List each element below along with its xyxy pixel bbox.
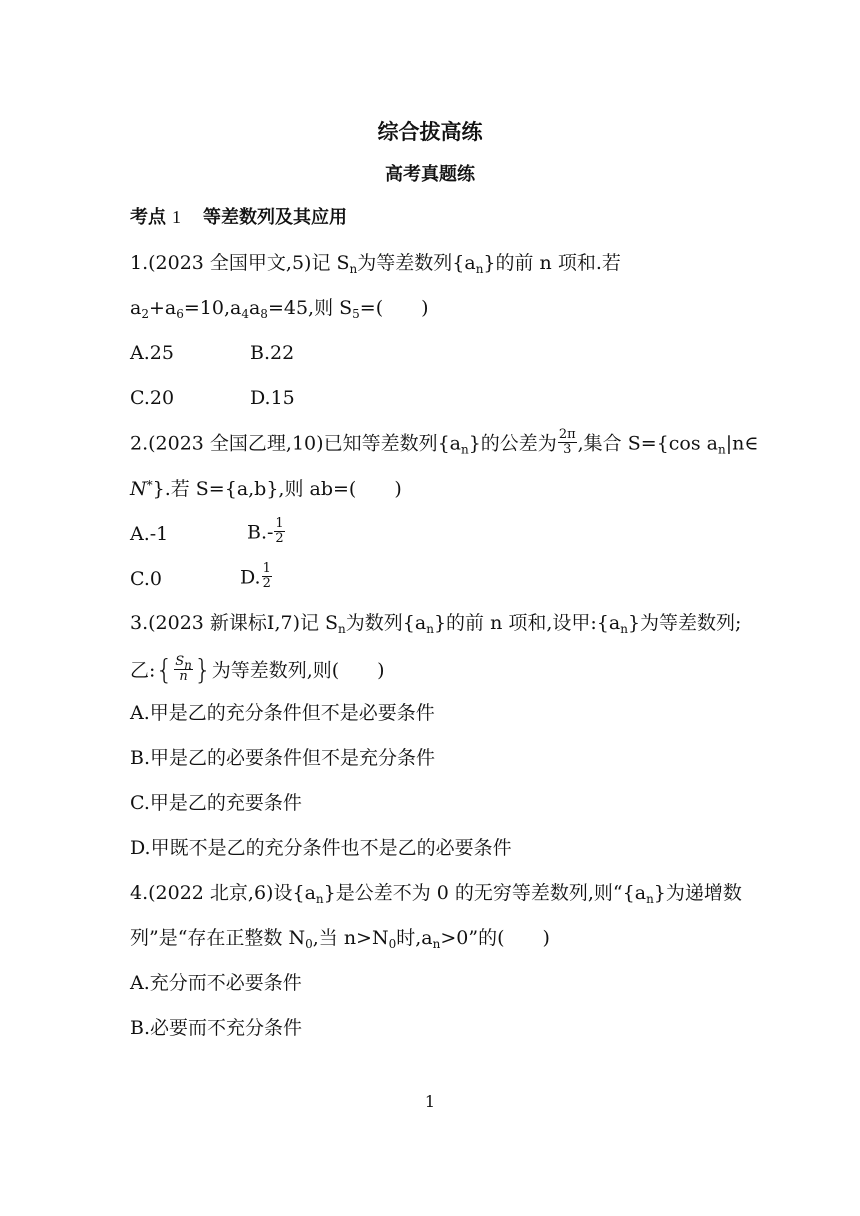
fraction <box>262 562 272 591</box>
text: 1.(2023 全国甲文,5)记 S <box>130 252 350 274</box>
question-3-line-1 <box>130 611 741 635</box>
text: }为等差数列; <box>627 612 742 634</box>
question-3-option-b: B.甲是乙的必要条件但不是充分条件 <box>130 747 436 769</box>
fraction <box>558 428 577 457</box>
subscript: n <box>432 937 441 951</box>
question-3-option-d: D.甲既不是乙的充分条件也不是乙的必要条件 <box>130 837 512 859</box>
page-title: 综合拔高练 <box>377 120 483 144</box>
fraction-numerator <box>174 655 193 670</box>
fraction-denominator: 2 <box>262 576 271 591</box>
question-4-option-b: B.必要而不充分条件 <box>130 1017 303 1039</box>
subscript: n <box>349 262 358 276</box>
subscript: 2 <box>141 307 149 321</box>
fraction-denominator: 3 <box>563 442 572 457</box>
text: D. <box>240 566 261 589</box>
question-2-option-c: C.0 <box>130 568 162 590</box>
text: }的前 n 项和,设甲:{a <box>433 612 621 634</box>
subscript: 6 <box>176 307 184 321</box>
text: ,当 n>N <box>312 927 389 949</box>
section-number: 1 <box>172 207 181 227</box>
subscript: 0 <box>305 937 313 951</box>
fraction-numerator: 2π <box>558 427 576 442</box>
text: }的公差为 <box>468 432 557 455</box>
text: S <box>175 654 185 669</box>
text: =( ) <box>359 297 429 319</box>
fraction-denominator: 2 <box>275 531 284 546</box>
text: 4.(2022 北京,6)设{a <box>130 882 316 904</box>
question-2-option-d <box>240 561 273 593</box>
question-3-option-a: A.甲是乙的充分条件但不是必要条件 <box>130 702 435 724</box>
text: 乙: <box>130 659 156 682</box>
page-number: 1 <box>424 1092 436 1111</box>
text: a <box>248 297 261 319</box>
text: 为等差数列,则( ) <box>211 659 385 682</box>
left-brace: { <box>155 652 174 686</box>
right-brace: } <box>193 652 212 686</box>
section-label: 考点 <box>130 207 166 228</box>
question-1-line-2 <box>130 296 429 320</box>
question-4-line-2 <box>130 926 550 950</box>
subscript: n <box>475 262 484 276</box>
question-1-option-a: A.25 <box>130 342 174 364</box>
question-2-option-a: A.-1 <box>130 523 169 545</box>
subscript: 8 <box>260 307 268 321</box>
subscript: n <box>646 892 654 906</box>
text: +a <box>148 297 177 319</box>
subscript: n <box>338 622 346 636</box>
fraction <box>274 517 284 546</box>
fraction <box>174 655 193 684</box>
subscript: n <box>717 442 726 457</box>
subscript: n <box>315 892 324 906</box>
text: =10,a <box>183 297 242 319</box>
subscript: n <box>184 658 192 672</box>
text: |n∈ <box>725 432 759 455</box>
fraction-numerator: 1 <box>275 516 284 531</box>
question-4-option-a: A.充分而不必要条件 <box>130 972 302 994</box>
text: }为递增数 <box>653 882 742 904</box>
question-1-option-b: B.22 <box>250 342 295 364</box>
text: 时,a <box>396 927 433 949</box>
section-name: 等差数列及其应用 <box>203 207 347 228</box>
subscript: n <box>620 622 628 636</box>
text: B.- <box>247 521 274 544</box>
subscript: n <box>460 442 469 457</box>
text: 为数列{a <box>345 612 427 634</box>
question-1-line-1 <box>130 251 621 275</box>
text: 列”是“存在正整数 N <box>130 927 306 949</box>
question-2-option-b <box>247 516 286 548</box>
text: }是公差不为 0 的无穷等差数列,则“{a <box>323 882 647 904</box>
page-subtitle: 高考真题练 <box>385 164 475 185</box>
text: }.若 S={a,b},则 ab=( ) <box>152 478 402 500</box>
superscript: * <box>146 478 153 492</box>
question-1-option-d: D.15 <box>250 387 295 409</box>
question-3-option-c: C.甲是乙的充要条件 <box>130 792 302 814</box>
text: 3.(2023 新课标Ⅰ,7)记 S <box>130 612 339 634</box>
text: 为等差数列{a <box>357 252 476 274</box>
question-2-line-1 <box>130 427 759 459</box>
text: 2.(2023 全国乙理,10)已知等差数列{a <box>130 432 461 455</box>
text: =45,则 S <box>267 297 353 319</box>
fraction-numerator: 1 <box>262 561 271 576</box>
text: a <box>130 297 142 319</box>
text: }的前 n 项和.若 <box>483 252 621 274</box>
subscript: 5 <box>352 307 360 321</box>
question-3-line-2 <box>130 652 385 686</box>
text: >0”的( ) <box>440 927 550 949</box>
text: N <box>130 478 147 500</box>
question-4-line-1 <box>130 881 742 905</box>
subscript: n <box>426 622 434 636</box>
subscript: 0 <box>388 937 397 951</box>
subscript: 4 <box>241 307 249 321</box>
question-2-line-2 <box>130 477 402 501</box>
question-1-option-c: C.20 <box>130 387 175 409</box>
fraction-denominator: n <box>179 669 188 684</box>
text: ,集合 S={cos a <box>577 432 718 455</box>
section-heading <box>130 205 347 230</box>
